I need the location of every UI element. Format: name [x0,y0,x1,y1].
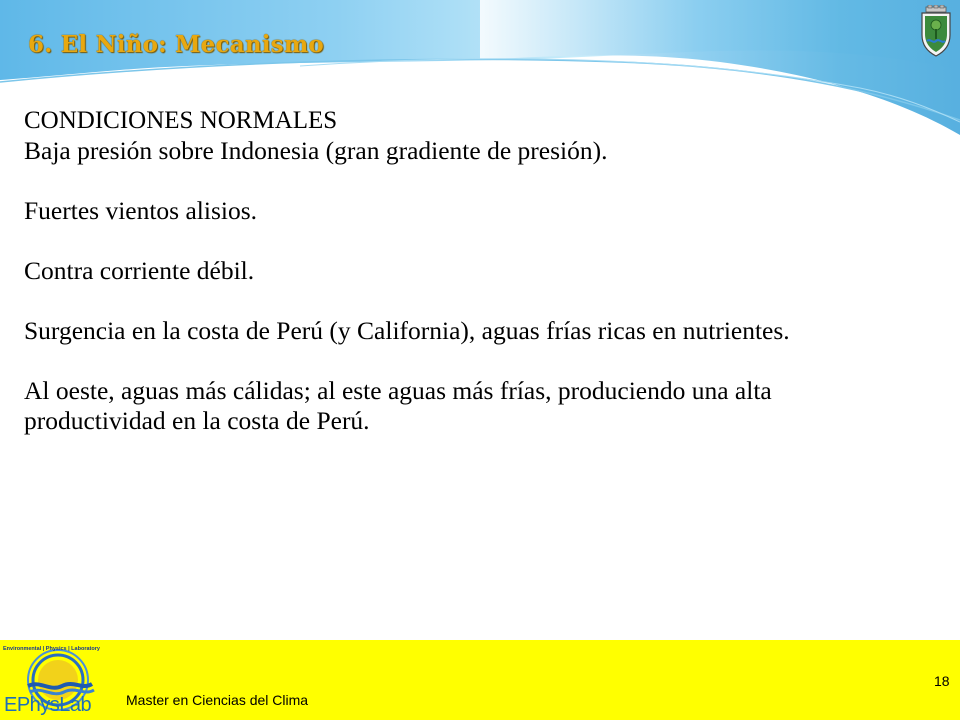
program-name: Master en Ciencias del Clima [126,692,309,708]
footer-band [0,640,960,720]
page-number: 18 [934,673,950,689]
slide-title: 6. El Niño: Mecanismo [28,31,324,58]
paragraph-low-pressure: Baja presión sobre Indonesia (gran gradiente de presión). [24,136,608,165]
slide-body [24,106,874,466]
logo-name: EPhysLab [4,694,92,716]
paragraph-trade-winds: Fuertes vientos alisios. [24,196,258,225]
university-crest-icon [918,5,954,57]
paragraph-counter-current: Contra corriente débil. [24,256,255,285]
logo-caption: Environmental | Physics | Laboratory [3,646,100,652]
paragraph-upwelling: Surgencia en la costa de Perú (y California), aguas frías ricas en nutrientes. [24,316,790,345]
section-heading: CONDICIONES NORMALES [24,107,338,134]
paragraph-productivity: Al oeste, aguas más cálidas; al este aguas más frías, produciendo una alta productividad en la costa de Perú. [24,376,772,435]
